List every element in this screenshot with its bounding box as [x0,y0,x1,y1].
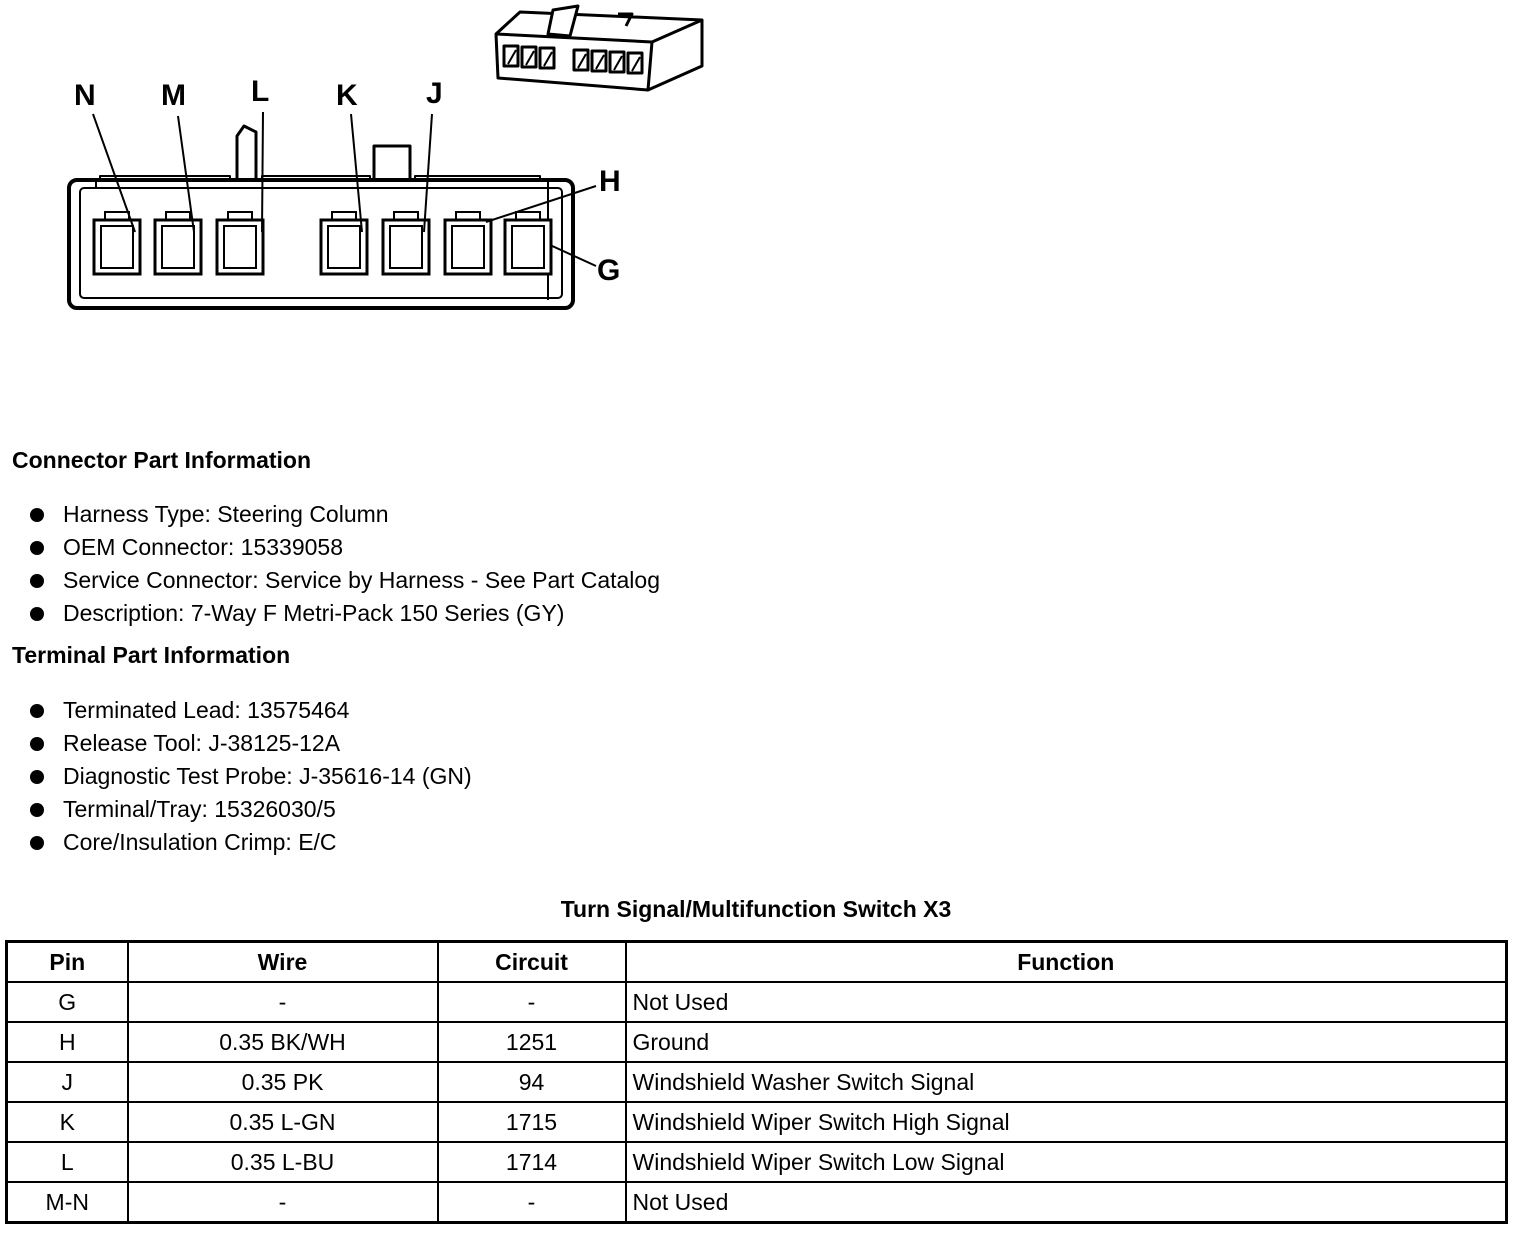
bullet-icon [30,704,44,718]
connector-info-list [28,498,660,630]
list-item [28,498,660,531]
circuit-cell: - [438,982,626,1022]
connector-front-view [69,126,573,308]
function-cell: Windshield Wiper Switch High Signal [626,1102,1507,1142]
list-item [28,760,472,793]
cavity-h [445,212,491,274]
column-header-pin: Pin [7,942,128,983]
bullet-icon [30,770,44,784]
list-item [28,694,472,727]
bullet-icon [30,607,44,621]
pinout-table [5,940,1508,1224]
pin-label-l: L [251,75,270,108]
pin-cell: H [7,1022,128,1062]
pin-label-j: J [426,77,443,110]
pin-label-h: H [599,165,621,198]
function-cell: Ground [626,1022,1507,1062]
pin-cell: M-N [7,1182,128,1223]
table-row [7,1102,1507,1142]
circuit-cell: - [438,1182,626,1223]
column-header-circuit: Circuit [438,942,626,983]
pin-label-n: N [74,79,96,112]
function-cell: Not Used [626,1182,1507,1223]
bullet-icon [30,803,44,817]
function-cell: Not Used [626,982,1507,1022]
table-row [7,1022,1507,1062]
connector-isometric-view [496,6,702,90]
bullet-icon [30,737,44,751]
table-row [7,1062,1507,1102]
pin-label-g: G [597,254,621,287]
terminal-info-title: Terminal Part Information [12,642,291,668]
cavity-j [383,212,429,274]
list-item [28,564,660,597]
list-item-text: Release Tool: J-38125-12A [63,730,341,756]
list-item [28,826,472,859]
connector-info-title: Connector Part Information [12,447,312,473]
bullet-icon [30,541,44,555]
table-row [7,1182,1507,1223]
list-item-text: Terminal/Tray: 15326030/5 [63,796,336,822]
list-item-text: Diagnostic Test Probe: J-35616-14 (GN) [63,763,472,789]
table-row [7,982,1507,1022]
table-row [7,1142,1507,1182]
pin-label-k: K [336,79,358,112]
wire-cell: 0.35 PK [128,1062,438,1102]
column-header-wire: Wire [128,942,438,983]
cavity-g [505,212,551,274]
pin-cell: G [7,982,128,1022]
bullet-icon [30,836,44,850]
wire-cell: 0.35 L-BU [128,1142,438,1182]
list-item-text: Terminated Lead: 13575464 [63,697,350,723]
wire-cell: 0.35 L-GN [128,1102,438,1142]
pin-cell: K [7,1102,128,1142]
function-cell: Windshield Washer Switch Signal [626,1062,1507,1102]
function-cell: Windshield Wiper Switch Low Signal [626,1142,1507,1182]
wire-cell: - [128,1182,438,1223]
list-item-text: OEM Connector: 15339058 [63,534,344,560]
pin-label-m: M [161,79,186,112]
circuit-cell: 1715 [438,1102,626,1142]
list-item-text: Description: 7-Way F Metri-Pack 150 Series (GY) [63,600,565,626]
bullet-icon [30,508,44,522]
cavity-n [94,212,140,274]
wire-cell: - [128,982,438,1022]
circuit-cell: 1714 [438,1142,626,1182]
bullet-icon [30,574,44,588]
list-item [28,793,472,826]
circuit-cell: 94 [438,1062,626,1102]
list-item-text: Service Connector: Service by Harness - See Part Catalog [63,567,660,593]
terminal-info-list [28,694,472,859]
list-item-text: Harness Type: Steering Column [63,501,389,527]
pin-cell: J [7,1062,128,1102]
list-item [28,597,660,630]
pin-cell: L [7,1142,128,1182]
cavity-l [217,212,263,274]
list-item [28,531,660,564]
cavity-m [155,212,201,274]
column-header-function: Function [626,942,1507,983]
terminal-cavities [94,212,551,274]
table-title: Turn Signal/Multifunction Switch X3 [560,896,952,922]
list-item [28,727,472,760]
table-header-row [7,942,1507,983]
circuit-cell: 1251 [438,1022,626,1062]
connector-diagram [0,0,760,330]
list-item-text: Core/Insulation Crimp: E/C [63,829,337,855]
wire-cell: 0.35 BK/WH [128,1022,438,1062]
